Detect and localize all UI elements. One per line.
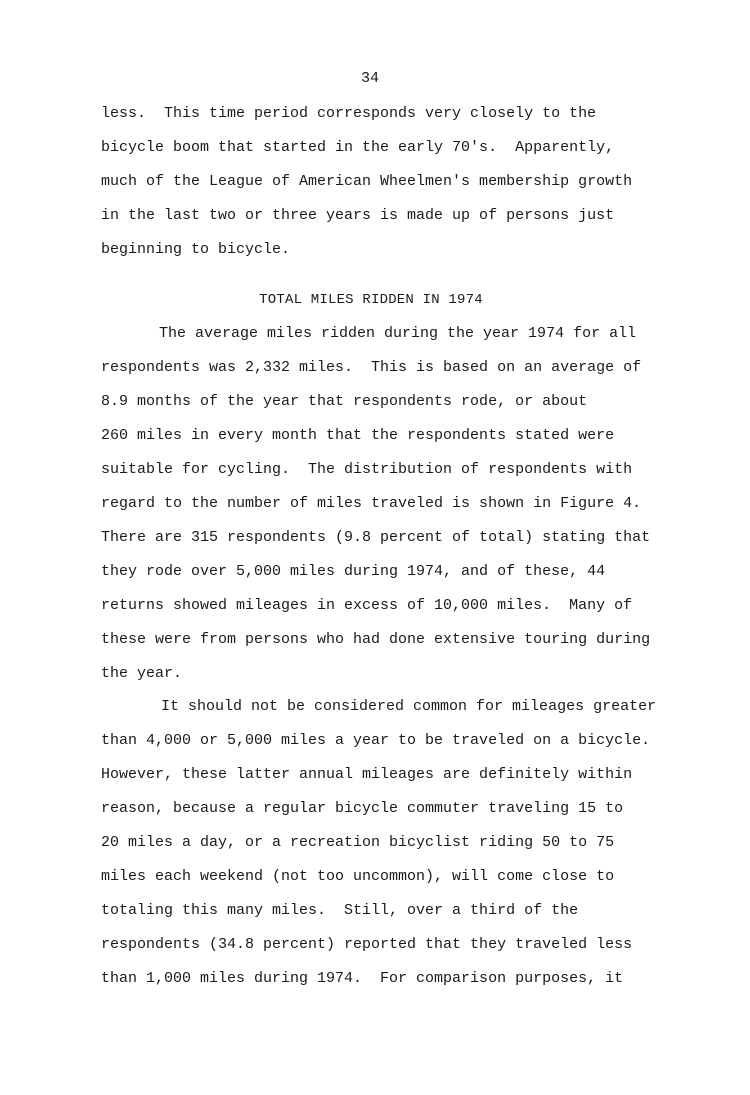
text-line: reason, because a regular bicycle commuter traveling 15 to (101, 800, 624, 817)
text-line: The average miles ridden during the year 1974 for all (159, 325, 637, 342)
text-line: than 1,000 miles during 1974. For comparison purposes, it (101, 970, 624, 987)
text-line: suitable for cycling. The distribution of respondents with (101, 461, 633, 478)
text-line: returns showed mileages in excess of 10,000 miles. Many of (101, 597, 633, 614)
text-line: the year. (101, 665, 183, 682)
text-line: However, these latter annual mileages are definitely within (101, 766, 633, 783)
text-line: these were from persons who had done extensive touring during (101, 631, 651, 648)
section-heading: TOTAL MILES RIDDEN IN 1974 (259, 292, 483, 308)
text-line: respondents (34.8 percent) reported that they traveled less (101, 936, 633, 953)
text-line: It should not be considered common for mileages greater (161, 698, 657, 715)
page-number: 34 (360, 70, 379, 87)
text-line: totaling this many miles. Still, over a third of the (101, 902, 579, 919)
text-line: 8.9 months of the year that respondents rode, or about (101, 393, 588, 410)
text-line: 260 miles in every month that the respondents stated were (101, 427, 615, 444)
text-line: in the last two or three years is made up of persons just (101, 207, 615, 224)
text-line: they rode over 5,000 miles during 1974, and of these, 44 (101, 563, 606, 580)
text-line: miles each weekend (not too uncommon), will come close to (101, 868, 615, 885)
text-line: regard to the number of miles traveled is shown in Figure 4. (101, 495, 642, 512)
text-line: than 4,000 or 5,000 miles a year to be traveled on a bicycle. (101, 732, 651, 749)
text-line: beginning to bicycle. (101, 241, 291, 258)
text-line: respondents was 2,332 miles. This is based on an average of (101, 359, 642, 376)
text-line: less. This time period corresponds very closely to the (101, 105, 597, 122)
text-line: much of the League of American Wheelmen's membership growth (101, 173, 633, 190)
text-line: bicycle boom that started in the early 70's. Apparently, (101, 139, 615, 156)
text-line: 20 miles a day, or a recreation bicyclist riding 50 to 75 (101, 834, 615, 851)
text-line: There are 315 respondents (9.8 percent of total) stating that (101, 529, 651, 546)
